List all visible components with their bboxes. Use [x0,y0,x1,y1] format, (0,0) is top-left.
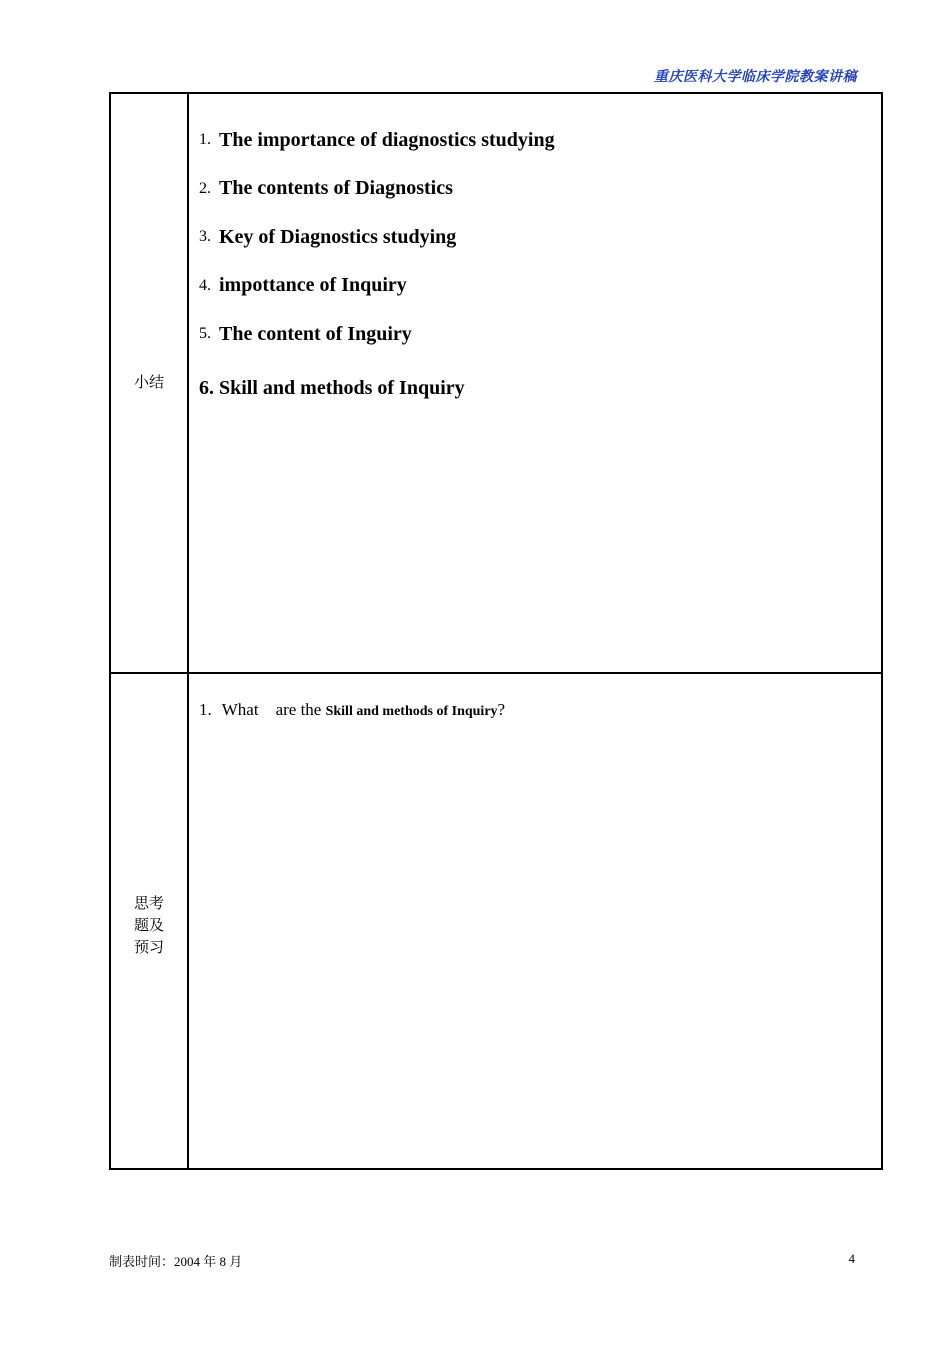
summary-item-2 [199,165,555,214]
summary-item-text: The importance of diagnostics studying [219,128,555,151]
preview-content [189,674,881,1168]
summary-item-number: 4. [199,276,211,294]
preview-label: 思考题及预习 [133,896,164,956]
summary-item-text: Skill and methods of Inquiry [214,377,465,400]
question-text-start: What are the [221,700,326,719]
preview-row [111,674,881,1168]
summary-item-number: 2. [199,179,211,197]
summary-row [111,94,881,674]
summary-item-number: 1. [199,131,211,149]
summary-content [189,94,881,672]
summary-item-text: The contents of Diagnostics [219,177,453,200]
summary-item-4 [199,262,555,311]
question-text-bold: Skill and methods of Inquiry [325,704,498,719]
summary-item-number: 6. [199,377,214,400]
summary-label: 小结 [111,94,189,672]
summary-item-text: The content of Inguiry [219,322,412,345]
summary-item-1 [199,116,555,165]
page-number: 4 [848,1251,855,1266]
question-text-end: ? [497,700,506,719]
summary-item-number: 5. [199,325,211,343]
summary-item-text: Key of Diagnostics studying [219,225,457,248]
preview-label-cell [111,674,189,1168]
summary-item-text: impottance of Inquiry [219,274,407,297]
footer-date: 制表时间：2004 年 8 月 [109,1254,243,1269]
page-header-title: 重庆医科大学临床学院教案讲稿 [654,70,857,85]
question-number: 1. [199,700,212,719]
summary-item-number: 3. [199,228,211,246]
summary-list [199,116,555,413]
summary-item-6 [199,365,555,414]
summary-item-5 [199,310,555,359]
preview-question [199,700,505,720]
lesson-table [109,92,883,1170]
summary-item-3 [199,213,555,262]
